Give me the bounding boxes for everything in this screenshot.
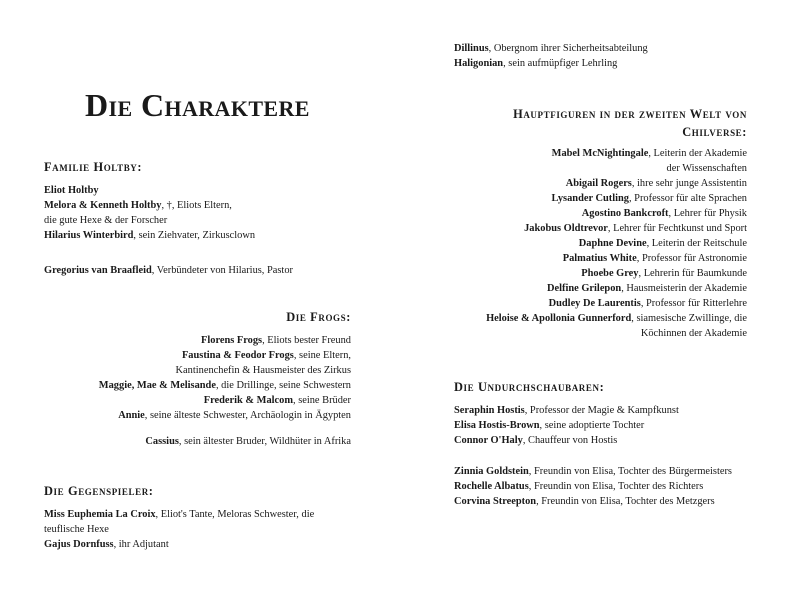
character-entry — [454, 403, 744, 418]
character-name: Dudley De Laurentis — [548, 298, 641, 309]
character-desc: , seine älteste Schwester, Archäologin in Ägypten — [144, 410, 351, 421]
character-name: Gajus Dornfuss — [44, 539, 114, 550]
holtby-entries — [44, 183, 344, 243]
character-name: Frederik & Malcom — [203, 395, 293, 406]
character-desc: , seine Brüder — [293, 395, 351, 406]
character-name: Haligonian — [454, 58, 504, 69]
character-entry — [447, 221, 747, 236]
section-heading: Die Frogs: — [286, 310, 351, 324]
character-entry-continuation — [51, 363, 351, 378]
character-entry — [447, 236, 747, 251]
character-name: Elisa Hostis-Brown — [454, 420, 540, 431]
character-name: Palmatius White — [562, 253, 637, 264]
character-entry — [454, 433, 744, 448]
character-desc: , Obergnom ihrer Sicherheitsabteilung — [488, 43, 648, 54]
section-heading: Hauptfiguren in der zweiten Welt von Chilverse: — [513, 107, 747, 139]
character-name: Florens Frogs — [201, 335, 263, 346]
character-name: Lysander Cutling — [551, 193, 629, 204]
character-desc: , Leiterin der Akademie der Wissenschaften — [648, 148, 747, 174]
character-entry — [51, 378, 351, 393]
section-hauptfiguren — [447, 105, 747, 141]
character-entry — [51, 393, 351, 408]
character-desc: , sein ältester Bruder, Wildhüter in Afrika — [178, 436, 351, 447]
character-entry — [454, 479, 744, 494]
character-entry — [447, 266, 747, 281]
character-desc: , Lehrer für Fechtkunst und Sport — [607, 223, 747, 234]
character-desc: die gute Hexe & der Forscher — [44, 215, 168, 226]
character-desc: , Freundin von Elisa, Tochter des Bürgermeisters — [528, 466, 732, 477]
character-name: Miss Euphemia La Croix — [44, 509, 156, 520]
character-entry — [44, 228, 344, 243]
frogs-entries-extra — [51, 434, 351, 449]
character-entry — [44, 183, 344, 198]
character-desc: , Chauffeur von Hostis — [522, 435, 618, 446]
character-entry — [44, 507, 344, 537]
character-desc: , die Drillinge, seine Schwestern — [215, 380, 351, 391]
character-entry — [51, 348, 351, 363]
character-name: Zinnia Goldstein — [454, 466, 529, 477]
character-name: Jakobus Oldtrevor — [524, 223, 608, 234]
character-name: Connor O'Haly — [454, 435, 523, 446]
character-name: Cassius — [145, 436, 179, 447]
character-desc: , Lehrerin für Baumkunde — [638, 268, 747, 279]
character-desc: , siamesische Zwillinge, die Köchinnen der Akademie — [631, 313, 747, 339]
character-desc: , Professor der Magie & Kampfkunst — [524, 405, 679, 416]
character-desc: , Hausmeisterin der Akademie — [621, 283, 747, 294]
character-entry — [51, 434, 351, 449]
character-desc: , Verbündeter von Hilarius, Pastor — [151, 265, 293, 276]
character-desc: , Freundin von Elisa, Tochter des Metzgers — [536, 496, 715, 507]
character-entry — [447, 146, 747, 176]
undurchschaubaren-friends — [454, 464, 744, 509]
section-heading: Familie Holtby: — [44, 160, 143, 174]
character-name: Phoebe Grey — [581, 268, 639, 279]
section-die-gegenspieler — [44, 484, 344, 499]
character-desc: , Leiterin der Reitschule — [646, 238, 747, 249]
character-desc: , sein Ziehvater, Zirkusclown — [133, 230, 256, 241]
section-heading: Die Gegenspieler: — [44, 484, 154, 498]
character-name: Seraphin Hostis — [454, 405, 525, 416]
character-name: Daphne Devine — [578, 238, 647, 249]
character-entry — [447, 311, 747, 341]
character-desc: , Eliot's Tante, Meloras Schwester, die teuflische Hexe — [44, 509, 315, 535]
holtby-entries-extra — [44, 263, 344, 278]
character-entry — [454, 464, 744, 479]
character-name: Maggie, Mae & Melisande — [98, 380, 216, 391]
character-entry — [454, 418, 744, 433]
character-entry — [454, 41, 744, 56]
character-entry — [51, 408, 351, 423]
character-entry-continuation — [44, 213, 344, 228]
character-name: Rochelle Albatus — [454, 481, 529, 492]
character-desc: , Professor für Astronomie — [636, 253, 747, 264]
character-entry — [447, 206, 747, 221]
character-desc: , ihr Adjutant — [113, 539, 169, 550]
character-desc: , Professor für Ritterlehre — [640, 298, 747, 309]
character-name: Abigail Rogers — [565, 178, 632, 189]
section-heading: Die Undurchschaubaren: — [454, 380, 605, 394]
undurchschaubaren-entries — [454, 403, 744, 448]
section-familie-holtby — [44, 160, 344, 175]
character-entry — [447, 176, 747, 191]
character-desc: , sein aufmüpfiger Lehrling — [503, 58, 618, 69]
character-entry — [447, 191, 747, 206]
character-desc: , seine adoptierte Tochter — [539, 420, 645, 431]
character-name: Dillinus — [454, 43, 489, 54]
character-entry — [454, 56, 744, 71]
character-name: Gregorius van Braafleid — [44, 265, 152, 276]
character-name: Mabel McNightingale — [551, 148, 649, 159]
gegenspieler-entries — [44, 507, 344, 552]
character-entry — [44, 537, 344, 552]
character-name: Hilarius Winterbird — [44, 230, 134, 241]
character-desc: , †, Eliots Eltern, — [161, 200, 232, 211]
character-name: Delfine Grilepon — [547, 283, 622, 294]
character-desc: Kantinenchefin & Hausmeister des Zirkus — [175, 365, 351, 376]
character-entry — [447, 251, 747, 266]
section-die-undurchschaubaren — [454, 380, 744, 395]
top-entries — [454, 41, 744, 71]
character-entry — [454, 494, 744, 509]
character-entry — [44, 198, 344, 213]
character-entry — [51, 333, 351, 348]
frogs-entries — [51, 333, 351, 423]
chilverse-entries — [447, 146, 747, 341]
character-name: Corvina Streepton — [454, 496, 537, 507]
character-desc: , seine Eltern, — [293, 350, 351, 361]
character-desc: , Lehrer für Physik — [668, 208, 747, 219]
character-entry — [44, 263, 344, 278]
character-desc: , Eliots bester Freund — [262, 335, 351, 346]
character-name: Agostino Bankcroft — [581, 208, 669, 219]
right-page — [395, 0, 789, 600]
character-desc: , Freundin von Elisa, Tochter des Richters — [528, 481, 704, 492]
section-die-frogs — [51, 310, 351, 325]
character-desc: , Professor für alte Sprachen — [628, 193, 747, 204]
character-name: Melora & Kenneth Holtby — [44, 200, 162, 211]
character-name: Heloise & Apollonia Gunnerford — [486, 313, 632, 324]
character-name: Annie — [118, 410, 145, 421]
character-desc: , ihre sehr junge Assistentin — [631, 178, 747, 189]
character-entry — [447, 296, 747, 311]
character-name: Eliot Holtby — [44, 185, 99, 196]
character-entry — [447, 281, 747, 296]
page-title: Die Charaktere — [85, 87, 310, 123]
character-name: Faustina & Feodor Frogs — [181, 350, 294, 361]
